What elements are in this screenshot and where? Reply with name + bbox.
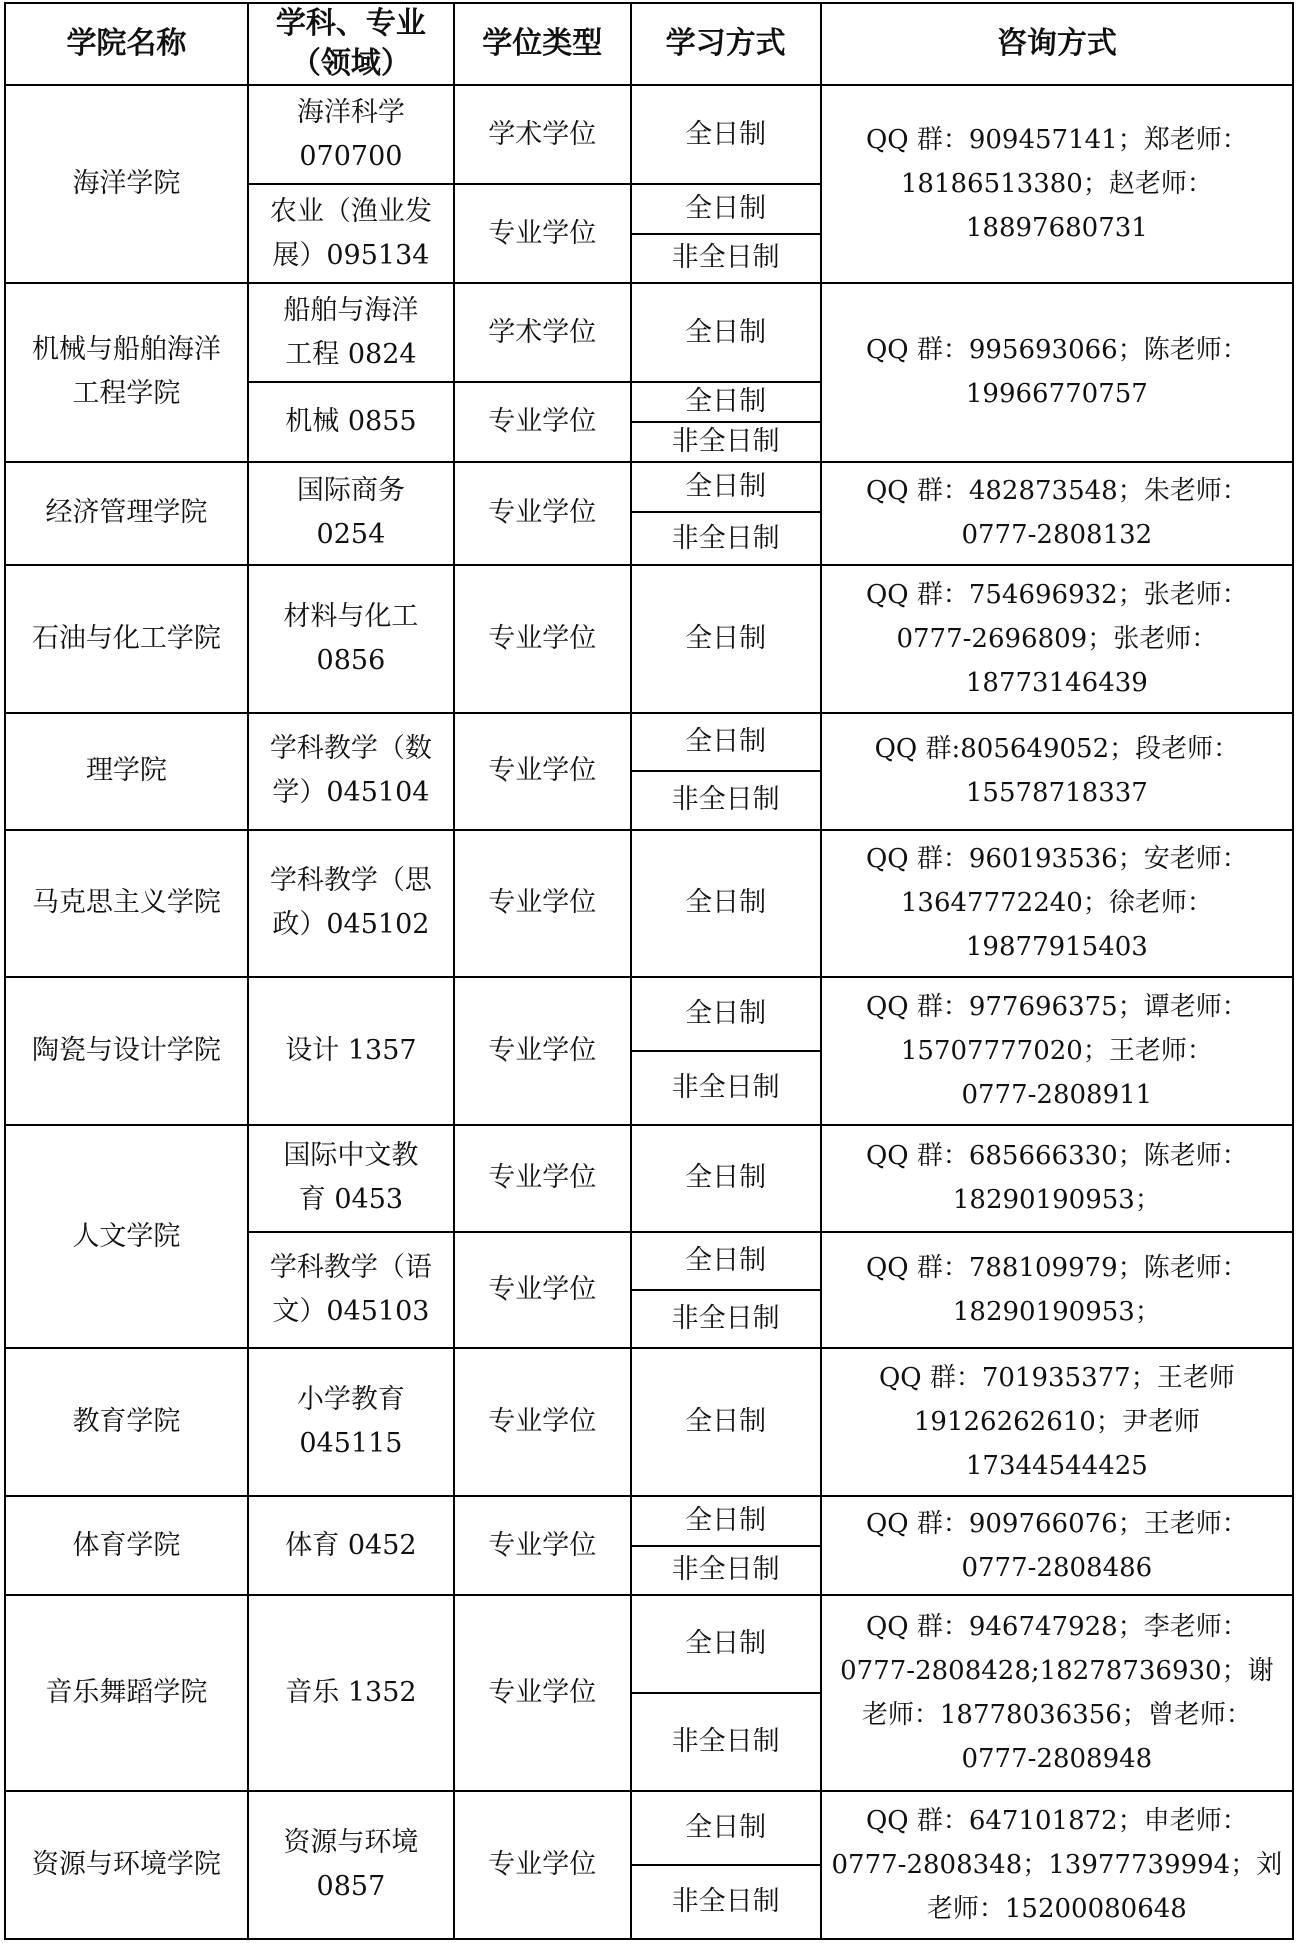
college-name: 石油与化工学院 <box>5 565 248 713</box>
contact-line: 15707777020；王老师： <box>900 1036 1213 1067</box>
subject-cell <box>248 713 454 830</box>
contact-line: 老师：18778036356；曾老师： <box>861 1700 1252 1731</box>
subject-line: 体育 0452 <box>285 1529 417 1561</box>
subject-cell <box>248 85 454 184</box>
contact-line: 0777-2696809；张老师： <box>896 624 1218 655</box>
subject-cell <box>248 830 454 978</box>
subject-line: 070700 <box>299 140 403 172</box>
college-line: 工程学院 <box>72 378 181 410</box>
contact-line: 15578718337 <box>965 778 1148 809</box>
contact-info <box>821 283 1293 461</box>
subject-line: 政）045102 <box>272 909 430 941</box>
study-mode: 全日制 <box>631 1232 821 1290</box>
contact-line: QQ 群：701935377；王老师 <box>878 1363 1235 1394</box>
subject-cell <box>248 382 454 461</box>
header-college: 学院名称 <box>5 3 248 85</box>
contact-info <box>821 1232 1293 1349</box>
table-row <box>5 1595 1293 1693</box>
study-mode: 全日制 <box>631 462 821 513</box>
program-table <box>4 2 1294 1940</box>
degree-type: 专业学位 <box>454 184 631 283</box>
degree-type: 专业学位 <box>454 1791 631 1939</box>
contact-line: 13647772240；徐老师： <box>900 888 1213 919</box>
degree-type: 专业学位 <box>454 1348 631 1496</box>
subject-line: 学科教学（数 <box>269 733 432 765</box>
degree-type: 专业学位 <box>454 977 631 1125</box>
contact-info <box>821 1348 1293 1496</box>
subject-cell <box>248 1232 454 1349</box>
subject-line: 机械 0855 <box>285 406 417 438</box>
subject-line: 0254 <box>316 519 386 551</box>
college-name: 理学院 <box>5 713 248 830</box>
contact-info <box>821 830 1293 978</box>
degree-type: 专业学位 <box>454 1125 631 1232</box>
subject-cell <box>248 462 454 566</box>
study-mode: 非全日制 <box>631 1290 821 1348</box>
contact-line: 18773146439 <box>965 668 1148 699</box>
contact-line: 0777-2808911 <box>961 1080 1153 1111</box>
subject-cell <box>248 1595 454 1791</box>
contact-info <box>821 713 1293 830</box>
college-name: 马克思主义学院 <box>5 830 248 978</box>
contact-line: 18290190953； <box>952 1297 1161 1328</box>
contact-line: 18290190953； <box>952 1185 1161 1216</box>
header-subject <box>248 3 454 85</box>
study-mode: 非全日制 <box>631 234 821 284</box>
contact-line: QQ 群:805649052；段老师： <box>874 734 1240 765</box>
contact-line: QQ 群：754696932；张老师： <box>865 580 1248 611</box>
table-row <box>5 565 1293 713</box>
college-name: 人文学院 <box>5 1125 248 1349</box>
college-name: 体育学院 <box>5 1496 248 1595</box>
contact-line: 0777-2808428;18278736930；谢 <box>840 1656 1274 1687</box>
subject-line: 0856 <box>316 645 386 677</box>
degree-type: 专业学位 <box>454 713 631 830</box>
subject-line: 工程 0824 <box>285 338 417 370</box>
table-row <box>5 283 1293 382</box>
header-subject-line2: （领域） <box>290 46 411 81</box>
subject-cell <box>248 1125 454 1232</box>
degree-type: 专业学位 <box>454 565 631 713</box>
subject-line: 展）095134 <box>272 239 430 271</box>
contact-line: 0777-2808486 <box>961 1552 1153 1583</box>
college-name: 陶瓷与设计学院 <box>5 977 248 1125</box>
contact-line: QQ 群：685666330；陈老师： <box>865 1141 1248 1172</box>
contact-line: 0777-2808132 <box>961 520 1153 551</box>
table-row <box>5 713 1293 771</box>
study-mode: 全日制 <box>631 977 821 1051</box>
study-mode: 非全日制 <box>631 1051 821 1125</box>
table-row <box>5 1496 1293 1546</box>
subject-cell <box>248 565 454 713</box>
college-name: 教育学院 <box>5 1348 248 1496</box>
subject-line: 文）045103 <box>272 1296 430 1328</box>
subject-cell <box>248 184 454 283</box>
subject-line: 材料与化工 <box>283 601 419 633</box>
contact-info <box>821 85 1293 283</box>
contact-info <box>821 1791 1293 1939</box>
contact-line: QQ 群：946747928；李老师： <box>865 1612 1248 1643</box>
header-contact: 咨询方式 <box>821 3 1293 85</box>
degree-type: 专业学位 <box>454 1496 631 1595</box>
subject-line: 船舶与海洋 <box>283 294 419 326</box>
contact-line: 老师：15200080648 <box>926 1894 1187 1925</box>
header-mode: 学习方式 <box>631 3 821 85</box>
table-row <box>5 1125 1293 1232</box>
contact-line: QQ 群：977696375；谭老师： <box>865 992 1248 1023</box>
study-mode: 全日制 <box>631 382 821 422</box>
contact-info <box>821 565 1293 713</box>
study-mode: 全日制 <box>631 1348 821 1496</box>
header-degree: 学位类型 <box>454 3 631 85</box>
subject-line: 045115 <box>299 1428 403 1460</box>
contact-line: 19966770757 <box>965 379 1148 410</box>
degree-type: 学术学位 <box>454 283 631 382</box>
table-row <box>5 830 1293 978</box>
study-mode: 非全日制 <box>631 771 821 829</box>
contact-info <box>821 1125 1293 1232</box>
study-mode: 全日制 <box>631 565 821 713</box>
study-mode: 非全日制 <box>631 1546 821 1596</box>
study-mode: 非全日制 <box>631 1865 821 1939</box>
contact-info <box>821 977 1293 1125</box>
contact-line: 19877915403 <box>965 932 1148 963</box>
subject-line: 小学教育 <box>296 1384 405 1416</box>
subject-line: 0857 <box>316 1871 386 1903</box>
table-row <box>5 462 1293 513</box>
contact-line: QQ 群：909766076；王老师： <box>865 1508 1248 1539</box>
degree-type: 专业学位 <box>454 1232 631 1349</box>
degree-type: 专业学位 <box>454 830 631 978</box>
college-name: 经济管理学院 <box>5 462 248 566</box>
study-mode: 全日制 <box>631 283 821 382</box>
study-mode: 全日制 <box>631 1125 821 1232</box>
subject-line: 资源与环境 <box>283 1827 419 1859</box>
contact-line: 18186513380；赵老师： <box>900 169 1213 200</box>
contact-line: QQ 群：995693066；陈老师： <box>865 335 1248 366</box>
subject-line: 育 0453 <box>298 1184 404 1216</box>
study-mode: 全日制 <box>631 1791 821 1865</box>
subject-line: 学）045104 <box>272 777 430 809</box>
subject-line: 国际中文教 <box>283 1140 419 1172</box>
college-line: 机械与船舶海洋 <box>31 334 221 366</box>
study-mode: 全日制 <box>631 184 821 234</box>
subject-line: 设计 1357 <box>285 1035 417 1067</box>
subject-line: 音乐 1352 <box>285 1677 417 1709</box>
contact-line: QQ 群：647101872；申老师： <box>865 1806 1248 1837</box>
contact-line: QQ 群：788109979；陈老师： <box>865 1253 1248 1284</box>
study-mode: 全日制 <box>631 1595 821 1693</box>
header-row <box>5 3 1293 85</box>
contact-info <box>821 462 1293 566</box>
college-name <box>5 283 248 461</box>
subject-line: 学科教学（思 <box>269 865 432 897</box>
contact-line: QQ 群：909457141；郑老师： <box>865 125 1248 156</box>
table-row <box>5 1348 1293 1496</box>
subject-line: 农业（渔业发 <box>269 195 432 227</box>
degree-type: 专业学位 <box>454 462 631 566</box>
degree-type: 学术学位 <box>454 85 631 184</box>
study-mode: 非全日制 <box>631 422 821 462</box>
study-mode: 全日制 <box>631 1496 821 1546</box>
subject-cell <box>248 1496 454 1595</box>
subject-line: 海洋科学 <box>296 96 405 128</box>
contact-line: 17344544425 <box>965 1451 1148 1482</box>
subject-line: 国际商务 <box>296 475 405 507</box>
subject-line: 学科教学（语 <box>269 1252 432 1284</box>
contact-line: QQ 群：482873548；朱老师： <box>865 476 1248 507</box>
contact-line: 18897680731 <box>965 213 1148 244</box>
contact-info <box>821 1595 1293 1791</box>
degree-type: 专业学位 <box>454 1595 631 1791</box>
subject-cell <box>248 977 454 1125</box>
study-mode: 全日制 <box>631 85 821 184</box>
table-row <box>5 977 1293 1051</box>
college-name: 音乐舞蹈学院 <box>5 1595 248 1791</box>
college-name: 海洋学院 <box>5 85 248 283</box>
study-mode: 非全日制 <box>631 512 821 565</box>
contact-line: QQ 群：960193536；安老师： <box>865 844 1248 875</box>
study-mode: 全日制 <box>631 713 821 771</box>
degree-type: 专业学位 <box>454 382 631 461</box>
table-row <box>5 85 1293 184</box>
header-subject-line1: 学科、专业 <box>275 6 426 41</box>
study-mode: 非全日制 <box>631 1693 821 1791</box>
subject-cell <box>248 283 454 382</box>
table-row <box>5 1791 1293 1865</box>
contact-line: 0777-2808348；13977739994；刘 <box>831 1850 1283 1881</box>
contact-line: 19126262610；尹老师 <box>913 1407 1200 1438</box>
study-mode: 全日制 <box>631 830 821 978</box>
college-name: 资源与环境学院 <box>5 1791 248 1939</box>
contact-info <box>821 1496 1293 1595</box>
contact-line: 0777-2808948 <box>961 1744 1153 1775</box>
subject-cell <box>248 1791 454 1939</box>
subject-cell <box>248 1348 454 1496</box>
